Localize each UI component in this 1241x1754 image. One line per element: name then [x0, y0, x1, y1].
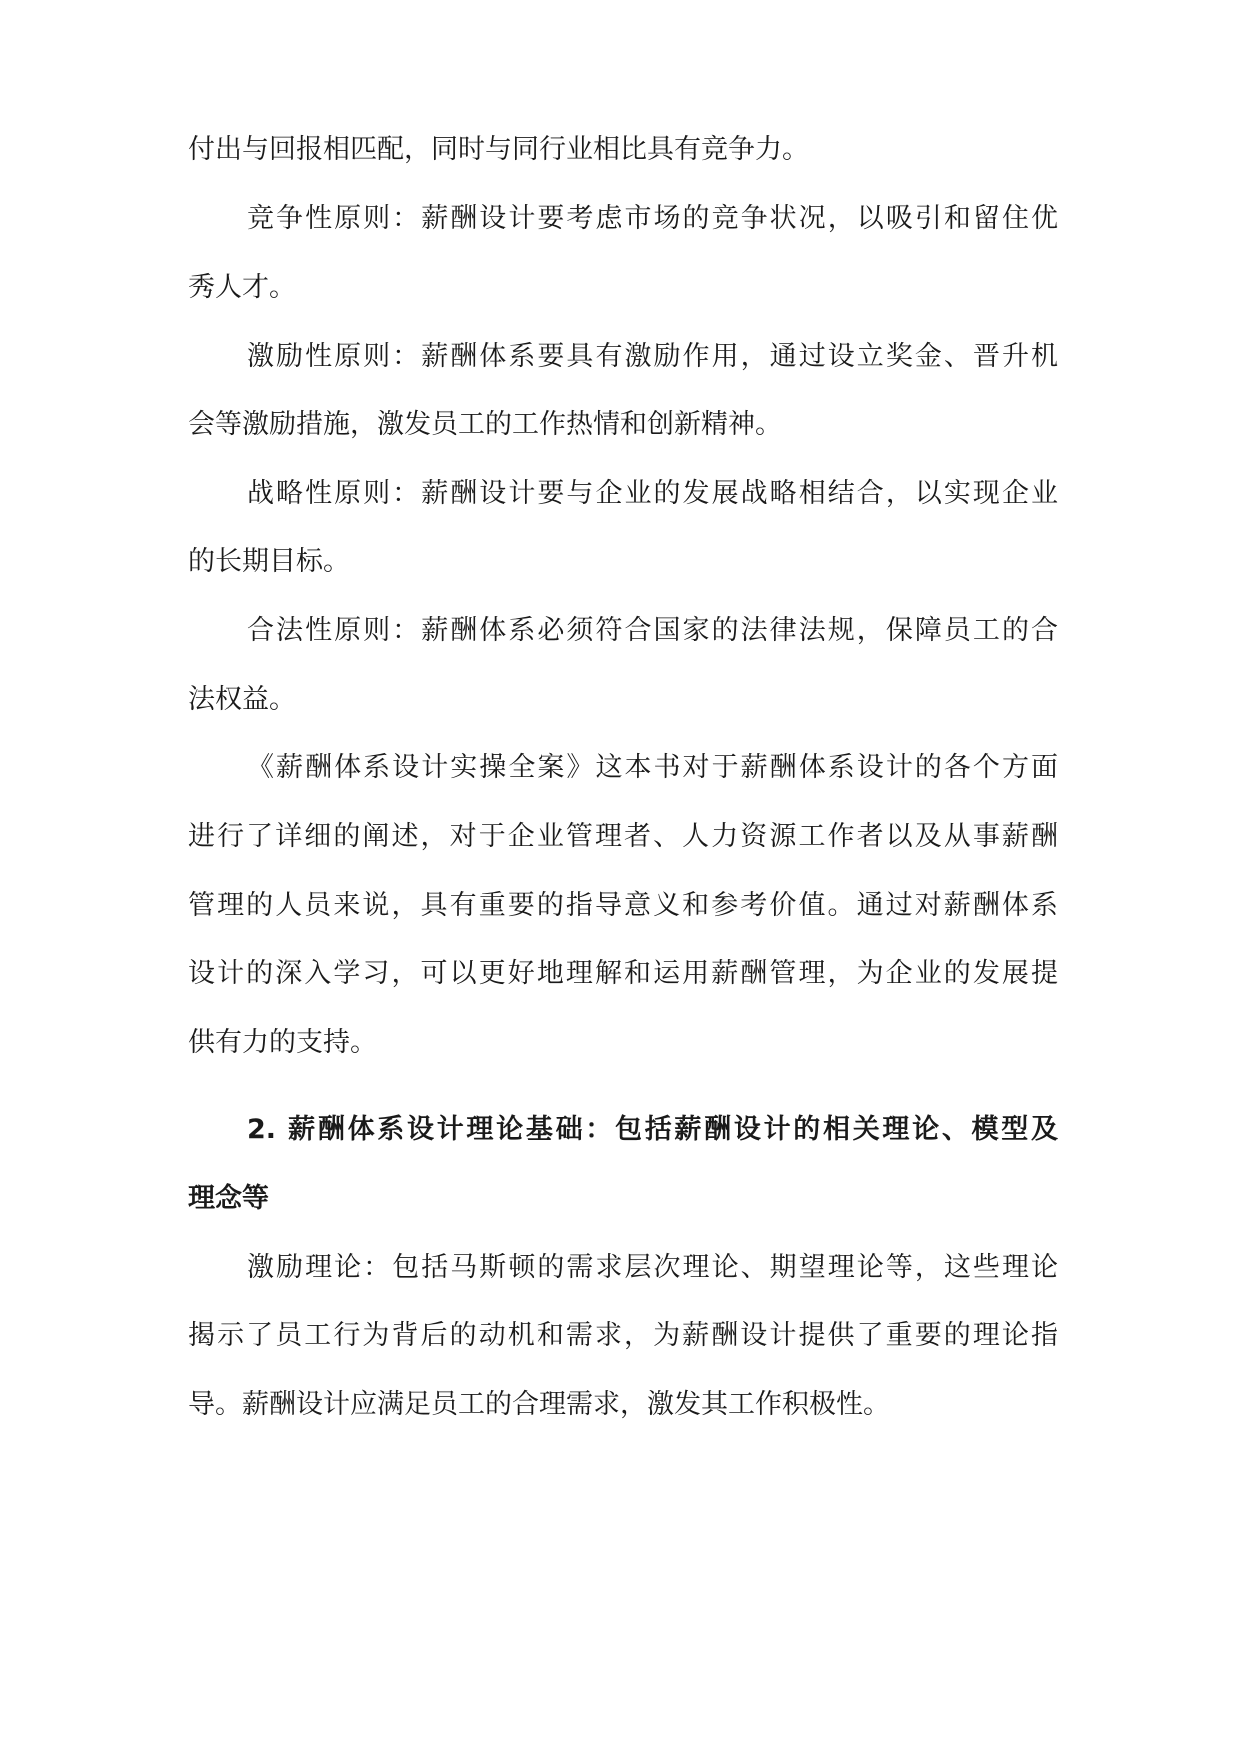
paragraph-line: 秀人才。 [188, 272, 296, 303]
paragraph-line: 《薪酬体系设计实操全案》这本书对于薪酬体系设计的各个方面 [247, 752, 1058, 783]
paragraph-line: 竞争性原则：薪酬设计要考虑市场的竞争状况，以吸引和留住优 [247, 203, 1058, 234]
paragraph-line: 付出与回报相匹配，同时与同行业相比具有竞争力。 [188, 134, 809, 165]
paragraph-line: 会等激励措施，激发员工的工作热情和创新精神。 [188, 409, 782, 440]
section-heading: 理念等 [188, 1183, 269, 1214]
paragraph-line: 激励理论：包括马斯顿的需求层次理论、期望理论等，这些理论 [247, 1252, 1058, 1283]
paragraph-line: 的长期目标。 [188, 546, 350, 577]
paragraph-line: 供有力的支持。 [188, 1027, 377, 1058]
paragraph-line: 战略性原则：薪酬设计要与企业的发展战略相结合，以实现企业 [247, 478, 1058, 509]
paragraph-line: 设计的深入学习，可以更好地理解和运用薪酬管理，为企业的发展提 [188, 958, 1058, 989]
paragraph-line: 进行了详细的阐述，对于企业管理者、人力资源工作者以及从事薪酬 [188, 821, 1058, 852]
paragraph-line: 合法性原则：薪酬体系必须符合国家的法律法规，保障员工的合 [247, 615, 1058, 646]
paragraph-line: 揭示了员工行为背后的动机和需求，为薪酬设计提供了重要的理论指 [188, 1320, 1058, 1351]
paragraph-line: 法权益。 [188, 684, 296, 715]
paragraph-line: 导。薪酬设计应满足员工的合理需求，激发其工作积极性。 [188, 1389, 890, 1420]
paragraph-line: 管理的人员来说，具有重要的指导意义和参考价值。通过对薪酬体系 [188, 890, 1058, 921]
section-heading: 2. 薪酬体系设计理论基础：包括薪酬设计的相关理论、模型及 [247, 1114, 1058, 1145]
paragraph-line: 激励性原则：薪酬体系要具有激励作用，通过设立奖金、晋升机 [247, 341, 1058, 372]
